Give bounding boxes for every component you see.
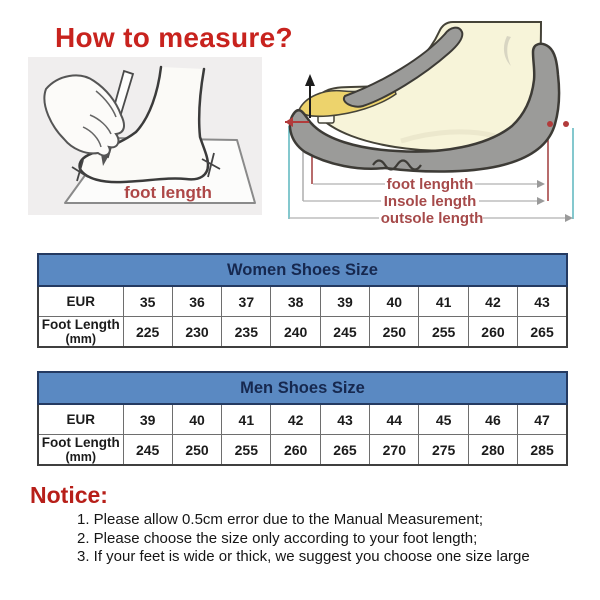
size-cell: 43	[518, 286, 567, 317]
size-cell: 46	[468, 404, 517, 435]
size-cell: 36	[172, 286, 221, 317]
measurement-arrowheads	[537, 180, 573, 222]
length-cell: 255	[222, 435, 271, 466]
women-eur-row	[38, 286, 567, 317]
length-cell: 230	[172, 317, 221, 348]
row-label-foot-length: Foot Length (mm)	[38, 435, 123, 466]
men-table-title: Men Shoes Size	[38, 372, 567, 404]
length-cell: 225	[123, 317, 172, 348]
size-cell: 39	[320, 286, 369, 317]
size-cell: 42	[271, 404, 320, 435]
length-cell: 275	[419, 435, 468, 466]
women-footlength-row	[38, 317, 567, 348]
shoe-cross-section-icon	[283, 0, 595, 233]
row-label-eur: EUR	[38, 404, 123, 435]
length-cell: 285	[518, 435, 567, 466]
size-cell: 47	[518, 404, 567, 435]
size-cell: 40	[172, 404, 221, 435]
length-cell: 265	[320, 435, 369, 466]
women-size-table	[37, 253, 568, 348]
length-cell: 270	[370, 435, 419, 466]
hand-icon	[44, 75, 124, 155]
length-cell: 260	[468, 317, 517, 348]
notice-item: 2. Please choose the size only according to your foot length;	[77, 529, 478, 547]
size-cell: 41	[222, 404, 271, 435]
size-cell: 43	[320, 404, 369, 435]
men-size-table	[37, 371, 568, 466]
women-table-title: Women Shoes Size	[38, 254, 567, 286]
men-eur-row	[38, 404, 567, 435]
length-cell: 250	[370, 317, 419, 348]
length-cell: 235	[222, 317, 271, 348]
notice-item: 3. If your feet is wide or thick, we suggest you choose one size large	[77, 548, 530, 565]
notice-item: 1. Please allow 0.5cm error due to the Manual Measurement;	[77, 511, 484, 528]
size-cell: 44	[370, 404, 419, 435]
outsole-length-measure-label: outsole length	[380, 210, 484, 227]
foot-length-measure-label: foot lenghth	[386, 176, 474, 193]
size-cell: 37	[222, 286, 271, 317]
length-cell: 255	[419, 317, 468, 348]
size-cell: 45	[419, 404, 468, 435]
size-cell: 40	[370, 286, 419, 317]
size-cell: 41	[419, 286, 468, 317]
insole-length-measure-label: Insole length	[383, 193, 477, 210]
row-label-eur: EUR	[38, 286, 123, 317]
foot-tracing-icon	[28, 57, 262, 215]
size-cell: 35	[123, 286, 172, 317]
shoe-measurement-diagram	[283, 0, 595, 233]
length-cell: 250	[172, 435, 221, 466]
notice-heading: Notice:	[30, 482, 108, 508]
length-cell: 245	[123, 435, 172, 466]
size-cell: 39	[123, 404, 172, 435]
size-cell: 38	[271, 286, 320, 317]
length-cell: 280	[468, 435, 517, 466]
row-label-foot-length: Foot Length (mm)	[38, 317, 123, 348]
notice-list	[77, 511, 530, 567]
size-cell: 42	[468, 286, 517, 317]
men-footlength-row	[38, 435, 567, 466]
length-cell: 240	[271, 317, 320, 348]
foot-tracing-illustration	[28, 57, 262, 215]
length-cell: 265	[518, 317, 567, 348]
length-cell: 245	[320, 317, 369, 348]
page-title: How to measure?	[55, 22, 293, 53]
length-cell: 260	[271, 435, 320, 466]
foot-length-label: foot length	[124, 183, 212, 202]
